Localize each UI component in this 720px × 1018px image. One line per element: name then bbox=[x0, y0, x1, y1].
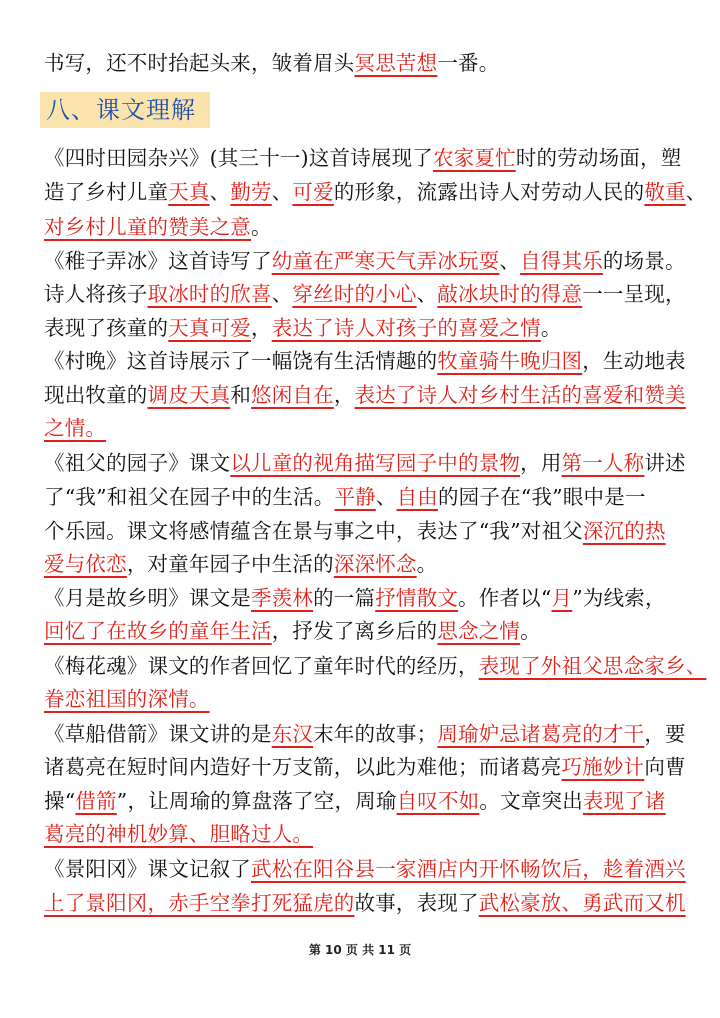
text-segment: 《景阳冈》课文记叙了 bbox=[44, 857, 251, 881]
text-segment: 、 bbox=[685, 180, 707, 204]
text-line bbox=[44, 277, 686, 311]
text-line bbox=[44, 344, 686, 378]
text-segment: 讲述 bbox=[644, 451, 686, 475]
highlighted-text: 天真 bbox=[168, 180, 210, 204]
text-segment: ”，让周瑜的算盘落了空，周瑜 bbox=[116, 789, 397, 813]
highlighted-text: 眷恋祖国的深情。 bbox=[44, 687, 210, 711]
highlighted-text: 平静 bbox=[334, 485, 376, 509]
highlighted-text: 穿丝时的小心 bbox=[292, 282, 417, 306]
text-segment: 的园子在“我”眼中是一 bbox=[437, 485, 646, 509]
text-segment: 。 bbox=[540, 316, 562, 340]
text-segment: 《村晚》这首诗展示了一幅饶有生活情趣的 bbox=[44, 349, 438, 373]
highlighted-text: 表达了诗人对乡村生活的喜爱和赞美 bbox=[354, 383, 686, 407]
highlighted-text: 第一人称 bbox=[561, 451, 645, 475]
highlighted-text: 勤劳 bbox=[230, 180, 272, 204]
highlighted-text: 冥思苦想 bbox=[354, 51, 438, 75]
highlighted-text: 表现了诸 bbox=[582, 789, 666, 813]
highlighted-text: 武松豪放、勇武而又机 bbox=[478, 891, 686, 915]
highlighted-text: 可爱 bbox=[292, 180, 334, 204]
text-segment: 《祖父的园子》课文 bbox=[44, 451, 231, 475]
text-segment: 、 bbox=[375, 485, 397, 509]
text-line bbox=[44, 141, 681, 175]
text-segment: 、 bbox=[416, 282, 438, 306]
highlighted-text: 思念之情 bbox=[437, 619, 521, 643]
highlighted-text: 调皮天真 bbox=[147, 383, 231, 407]
text-line bbox=[44, 446, 686, 480]
text-line bbox=[44, 717, 686, 751]
highlighted-text: 抒情散文 bbox=[375, 586, 459, 610]
page-footer: 第 10 页 共 11 页 bbox=[308, 943, 412, 957]
text-line bbox=[44, 311, 562, 345]
highlighted-text: 表现了外祖父思念家乡、 bbox=[478, 654, 707, 678]
highlighted-text: 武松在阳谷县一家酒店内开怀畅饮后，趁着酒兴 bbox=[251, 857, 686, 881]
highlighted-text: 借箭 bbox=[75, 789, 117, 813]
text-segment: ，生动地表 bbox=[582, 349, 686, 373]
text-segment: 操“ bbox=[44, 789, 76, 813]
text-line bbox=[44, 547, 437, 581]
highlighted-text: 幼童在严寒天气弄冰玩耍 bbox=[271, 249, 500, 273]
text-line bbox=[44, 378, 686, 412]
text-segment: 。 bbox=[251, 215, 272, 239]
text-segment: 、 bbox=[271, 282, 293, 306]
text-segment: ， bbox=[333, 383, 355, 407]
highlighted-text: 以儿童的视角描写园子中的景物 bbox=[230, 451, 521, 475]
text-segment: ，用 bbox=[520, 451, 562, 475]
text-segment: 《月是故乡明》课文是 bbox=[44, 586, 251, 610]
text-segment: 、 bbox=[271, 180, 293, 204]
text-segment: 、 bbox=[209, 180, 231, 204]
highlighted-text: 悠闲自在 bbox=[251, 383, 334, 407]
highlighted-text: 农家夏忙 bbox=[433, 146, 516, 170]
text-line bbox=[44, 649, 706, 683]
text-line bbox=[44, 175, 706, 209]
text-line bbox=[44, 784, 666, 818]
text-segment: 一番。 bbox=[437, 51, 500, 75]
highlighted-text: 月 bbox=[551, 586, 573, 610]
text-segment: 的形象，流露出诗人对劳动人民的 bbox=[333, 180, 645, 204]
text-segment: 诗人将孩子 bbox=[44, 282, 148, 306]
highlighted-text: 对乡村儿童的赞美之意 bbox=[44, 215, 251, 239]
highlighted-text: 深沉的热 bbox=[582, 519, 666, 543]
highlighted-text: 天真可爱 bbox=[168, 316, 252, 340]
highlighted-text: 敲冰块时的得意 bbox=[437, 282, 583, 306]
highlighted-text: 回忆了在故乡的童年生活 bbox=[44, 619, 272, 643]
text-segment: 和 bbox=[230, 383, 252, 407]
text-line bbox=[44, 46, 499, 80]
text-segment: 向曹 bbox=[644, 755, 686, 779]
highlighted-text: 之情。 bbox=[44, 416, 107, 440]
highlighted-text: 葛亮的神机妙算、胆略过人。 bbox=[44, 822, 314, 846]
text-segment: 、 bbox=[499, 249, 521, 273]
text-segment: 故事，表现了 bbox=[354, 891, 479, 915]
text-line bbox=[44, 852, 686, 886]
text-segment: ”为线索， bbox=[572, 586, 666, 610]
text-line bbox=[44, 817, 313, 851]
text-segment: ， bbox=[251, 316, 272, 340]
section-heading: 八、课文理解 bbox=[40, 92, 210, 128]
highlighted-text: 巧施妙计 bbox=[561, 755, 645, 779]
text-segment: 《稚子弄冰》这首诗写了 bbox=[44, 249, 272, 273]
text-segment: 时的劳动场面，塑 bbox=[515, 146, 682, 170]
text-segment: 《梅花魂》课文的作者回忆了童年时代的经历， bbox=[44, 654, 479, 678]
text-line bbox=[44, 886, 686, 920]
highlighted-text: 深深怀念 bbox=[333, 552, 417, 576]
text-segment: 书写，还不时抬起头来，皱着眉头 bbox=[44, 51, 355, 75]
highlighted-text: 牧童骑牛晚归图 bbox=[437, 349, 583, 373]
highlighted-text: 爱与依恋 bbox=[44, 552, 127, 576]
text-segment: 了“我”和祖父在园子中的生活。 bbox=[44, 485, 335, 509]
text-line bbox=[44, 682, 210, 716]
text-segment: 。 bbox=[416, 552, 438, 576]
highlighted-text: 季羡林 bbox=[251, 586, 314, 610]
text-segment: 的场景。 bbox=[602, 249, 686, 273]
text-segment: 造了乡村儿童 bbox=[44, 180, 169, 204]
text-segment: ，要 bbox=[644, 722, 686, 746]
text-line bbox=[44, 480, 646, 514]
text-segment: 。 bbox=[520, 619, 541, 643]
text-line bbox=[44, 614, 541, 648]
text-line bbox=[44, 514, 666, 548]
text-line bbox=[44, 411, 106, 445]
text-segment: 现出牧童的 bbox=[44, 383, 148, 407]
text-line bbox=[44, 210, 272, 244]
highlighted-text: 自得其乐 bbox=[520, 249, 603, 273]
text-segment: 的一篇 bbox=[313, 586, 376, 610]
text-segment: ，对童年园子中生活的 bbox=[126, 552, 334, 576]
highlighted-text: 上了景阳冈，赤手空拳打死猛虎的 bbox=[44, 891, 355, 915]
highlighted-text: 周瑜妒忌诸葛亮的才干 bbox=[437, 722, 645, 746]
text-segment: 一一呈现， bbox=[582, 282, 686, 306]
text-segment: 《四时田园杂兴》(其三十一)这首诗展现了 bbox=[44, 146, 433, 170]
highlighted-text: 取冰时的欣喜 bbox=[147, 282, 272, 306]
text-line bbox=[44, 750, 686, 784]
text-line bbox=[44, 581, 666, 615]
text-segment: ，抒发了离乡后的 bbox=[271, 619, 438, 643]
highlighted-text: 表达了诗人对孩子的喜爱之情 bbox=[271, 316, 541, 340]
text-segment: 表现了孩童的 bbox=[44, 316, 169, 340]
text-segment: 末年的故事； bbox=[313, 722, 438, 746]
text-line bbox=[44, 244, 686, 278]
text-segment: 《草船借箭》课文讲的是 bbox=[44, 722, 272, 746]
text-segment: 。文章突出 bbox=[479, 789, 583, 813]
highlighted-text: 敬重 bbox=[644, 180, 686, 204]
text-segment: 。作者以“ bbox=[458, 586, 552, 610]
text-segment: 诸葛亮在短时间内造好十万支箭，以此为难他；而诸葛亮 bbox=[44, 755, 562, 779]
highlighted-text: 东汉 bbox=[271, 722, 314, 746]
highlighted-text: 自由 bbox=[396, 485, 438, 509]
text-segment: 个乐园。课文将感情蕴含在景与事之中，表达了“我”对祖父 bbox=[44, 519, 583, 543]
highlighted-text: 自叹不如 bbox=[396, 789, 480, 813]
